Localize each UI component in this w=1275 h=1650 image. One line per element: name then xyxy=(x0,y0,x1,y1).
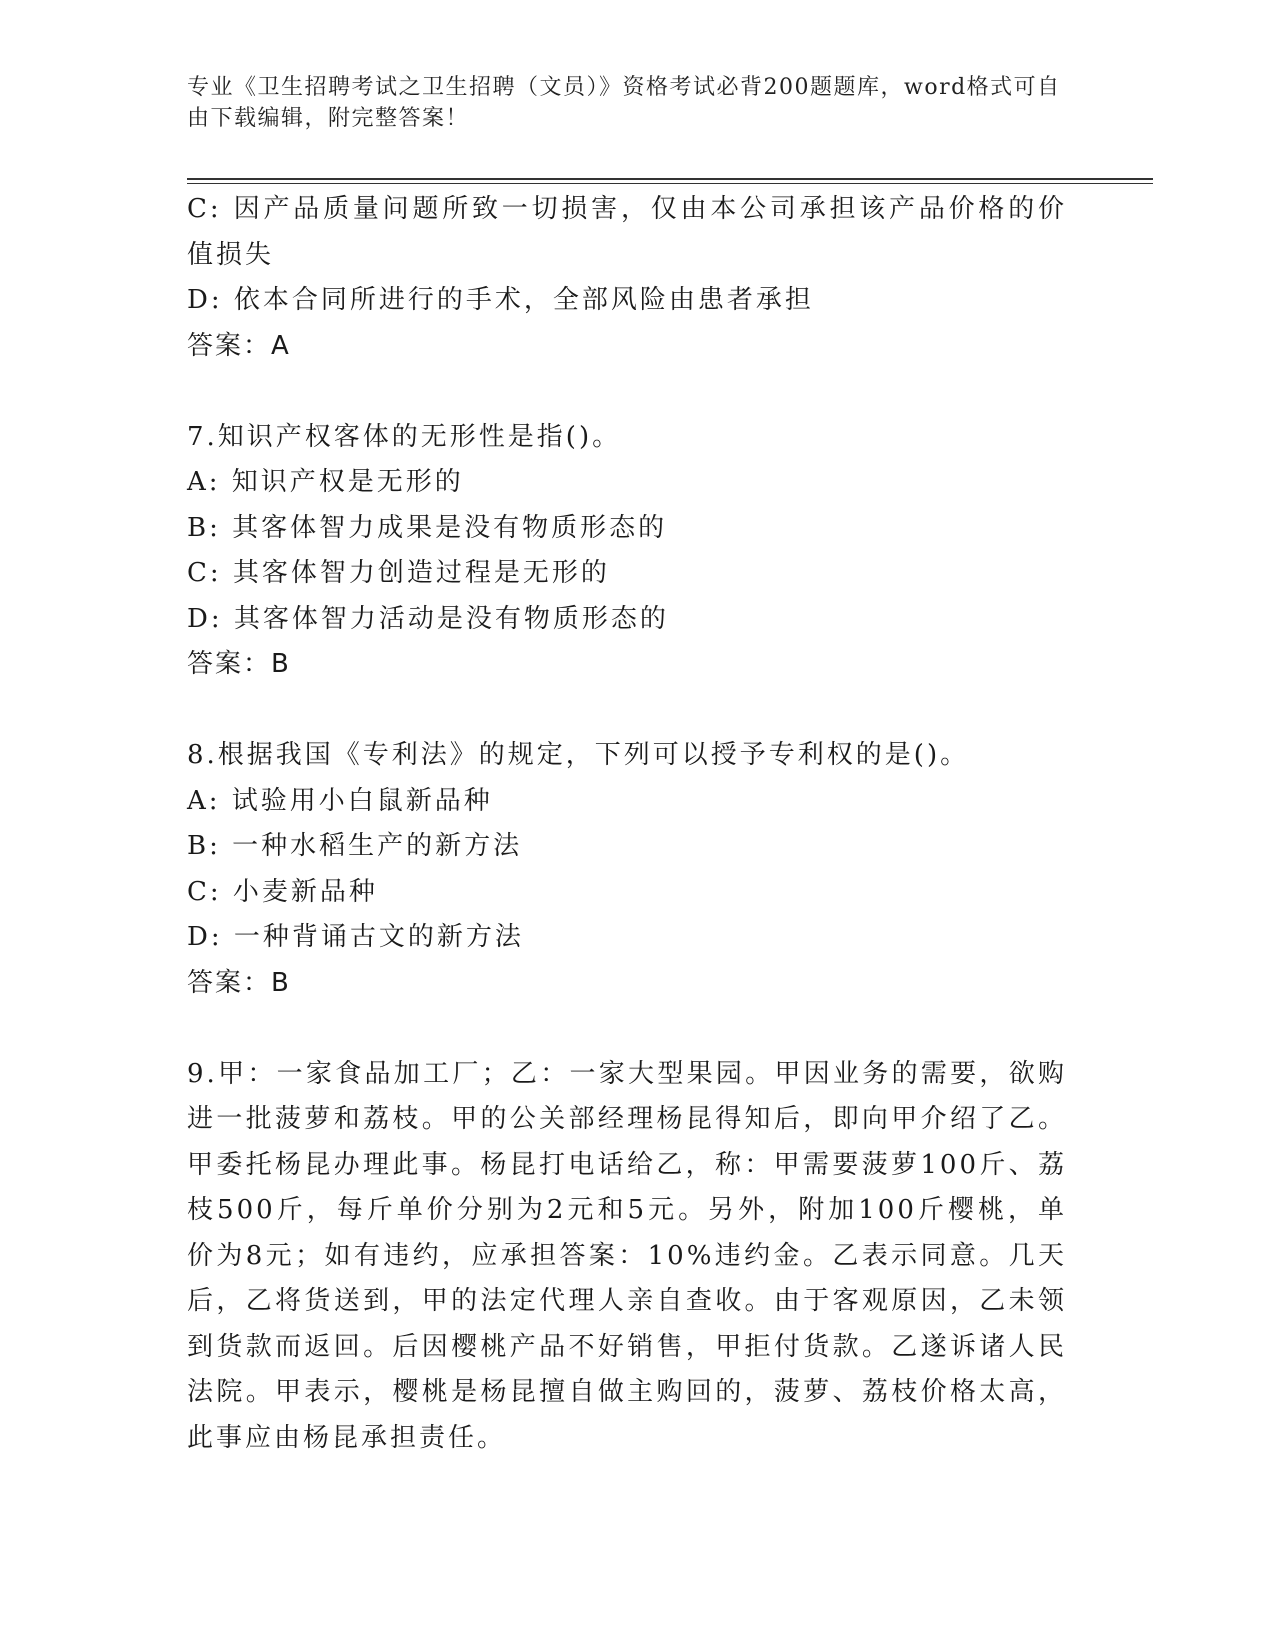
header-rule-thick xyxy=(187,178,1153,180)
question-7-text: 7.知识产权客体的无形性是指()。 xyxy=(187,421,622,452)
spacer xyxy=(187,369,1067,415)
question-6-option-d: D: 依本合同所进行的手术，全部风险由患者承担 xyxy=(187,285,814,315)
spacer xyxy=(187,688,1067,734)
question-8-option-d: D: 一种背诵古文的新方法 xyxy=(187,922,524,952)
question-8-option-c: C: 小麦新品种 xyxy=(187,876,378,907)
question-7-answer: 答案：B xyxy=(187,649,291,679)
question-8-answer: 答案：B xyxy=(187,967,291,998)
question-7-option-d: D: 其客体智力活动是没有物质形态的 xyxy=(187,603,669,634)
question-9-text: 9.甲：一家食品加工厂；乙：一家大型果园。甲因业务的需要，欲购进一批菠萝和荔枝。甲的公关部经理杨昆得知后，即向甲介绍了乙。甲委托杨昆办理此事。杨昆打电话给乙，称：甲需要菠萝100斤、荔枝500斤，每斤单价分别为2元和5元。另外，附加100斤樱桃，单价为8元；如有违约，应承担答案：10%违约金。乙表示同意。几天后，乙将货送到，甲的法定代理人亲自查收。由于客观原因，乙未领到货款而返回。后因樱桃产品不好销售，甲拒付货款。乙遂诉诸人民法院。甲表示，樱桃是杨昆擅自做主购回的，菠萝、荔枝价格太高，此事应由杨昆承担责任。 xyxy=(187,1058,1067,1453)
question-6-option-c: C: 因产品质量问题所致一切损害，仅由本公司承担该产品价格的价值损失 xyxy=(187,194,1067,270)
question-7-option-a: A: 知识产权是无形的 xyxy=(187,467,464,497)
document-content xyxy=(187,187,1067,1461)
question-8-text: 8.根据我国《专利法》的规定，下列可以授予专利权的是()。 xyxy=(187,740,970,770)
spacer xyxy=(187,1006,1067,1052)
header-rule-thin xyxy=(187,183,1153,184)
question-7-option-c: C: 其客体智力创造过程是无形的 xyxy=(187,558,610,588)
question-7-option-b: B: 其客体智力成果是没有物质形态的 xyxy=(187,512,668,543)
question-8-option-a: A: 试验用小白鼠新品种 xyxy=(187,785,493,816)
question-6-answer: 答案：A xyxy=(187,330,291,361)
document-header: 专业《卫生招聘考试之卫生招聘（文员）》资格考试必背200题题库，word格式可自由下载编辑，附完整答案！ xyxy=(187,75,1061,131)
question-8-option-b: B: 一种水稻生产的新方法 xyxy=(187,831,523,861)
